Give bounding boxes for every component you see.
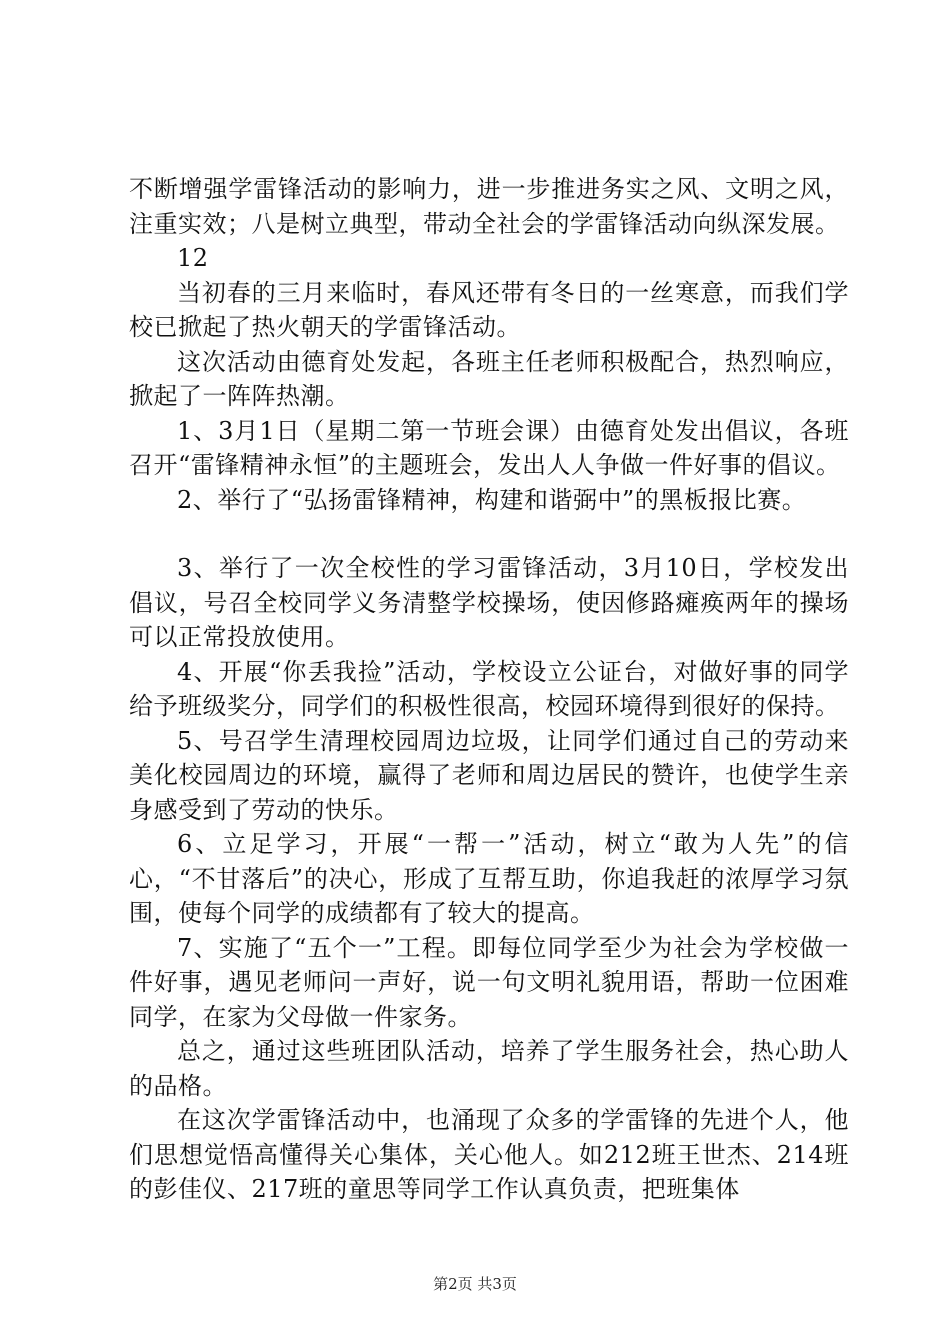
paragraph-13: 在这次学雷锋活动中，也涌现了众多的学雷锋的先进个人，他们思想觉悟高懂得关心集体，关心他人。如212班王世杰、214班的彭佳仪、217班的童思等同学工作认真负责，把班集体: [129, 1106, 849, 1203]
paragraph-10: 6、立足学习，开展“一帮一”活动，树立“敢为人先”的信心，“不甘落后”的决心，形成了互帮互助，你追我赶的浓厚学习氛围，使每个同学的成绩都有了较大的提高。: [129, 830, 849, 927]
paragraph-11: 7、实施了“五个一”工程。即每位同学至少为社会为学校做一件好事，遇见老师问一声好，说一句文明礼貌用语，帮助一位困难同学，在家为父母做一件家务。: [129, 933, 849, 1031]
paragraph-7: 3、举行了一次全校性的学习雷锋活动，3月10日，学校发出倡议，号召全校同学义务清整学校操场，使因修路瘫痪两年的操场可以正常投放使用。: [129, 554, 849, 651]
paragraph-1: 不断增强学雷锋活动的影响力，进一步推进务实之风、文明之风，注重实效；八是树立典型，带动全社会的学雷锋活动向纵深发展。: [129, 175, 849, 238]
paragraph-9: 5、号召学生清理校园周边垃圾，让同学们通过自己的劳动来美化校园周边的环境，赢得了老师和周边居民的赞许，也使学生亲身感受到了劳动的快乐。: [129, 726, 849, 824]
document-body: [129, 172, 849, 1207]
paragraph-6: 2、举行了“弘扬雷锋精神，构建和谐弼中”的黑板报比赛。: [177, 485, 807, 514]
page-footer: 第2页 共3页: [433, 1275, 517, 1293]
paragraph-5: 1、3月1日（星期二第一节班会课）由德育处发出倡议，各班召开“雷锋精神永恒”的主题班会，发出人人争做一件好事的倡议。: [129, 416, 849, 479]
paragraph-4: 这次活动由德育处发起，各班主任老师积极配合，热烈响应，掀起了一阵阵热潮。: [129, 347, 849, 410]
paragraph-8: 4、开展“你丢我捡”活动，学校设立公证台，对做好事的同学给予班级奖分，同学们的积极性很高，校园环境得到很好的保持。: [129, 657, 849, 720]
paragraph-spacer: [129, 517, 849, 551]
paragraph-3: 当初春的三月来临时，春风还带有冬日的一丝寒意，而我们学校已掀起了热火朝天的学雷锋活动。: [129, 278, 849, 341]
paragraph-2: 12: [177, 244, 209, 272]
paragraph-12: 总之，通过这些班团队活动，培养了学生服务社会，热心助人的品格。: [129, 1037, 849, 1100]
